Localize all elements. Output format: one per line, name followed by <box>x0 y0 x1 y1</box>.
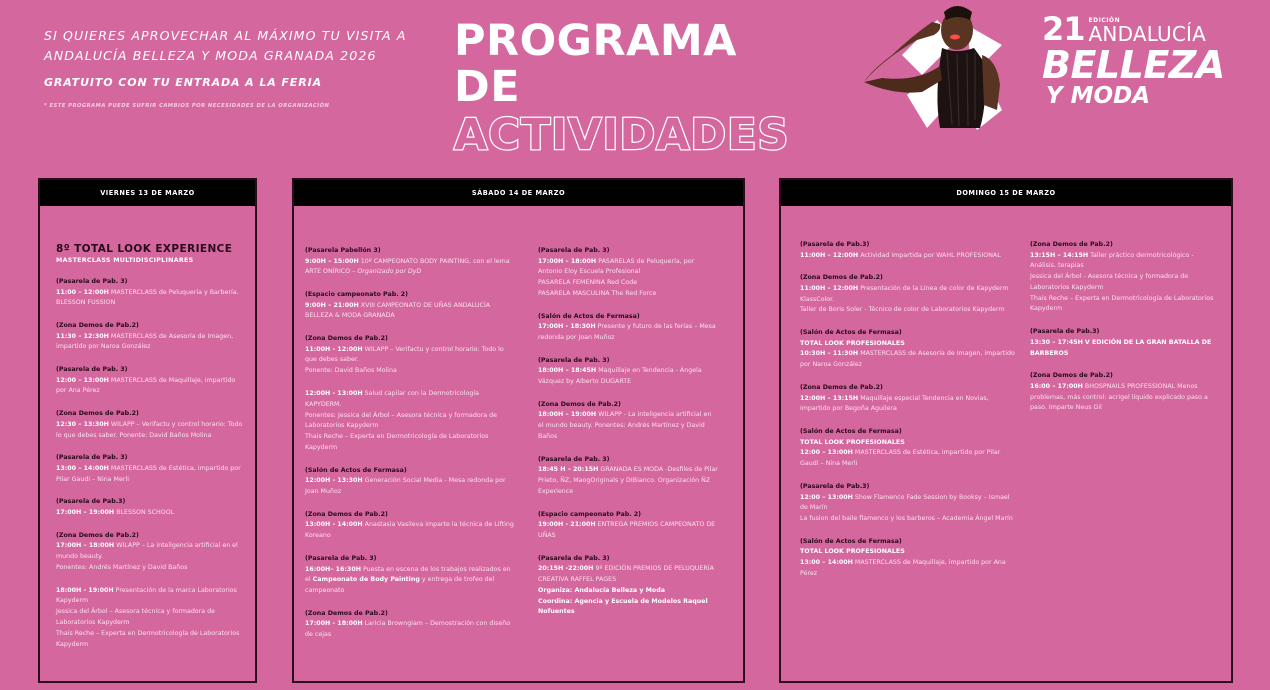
sunday-column-1 <box>800 240 1015 592</box>
event-time: 19:00H - 21:00H <box>538 521 596 529</box>
event-description <box>56 464 244 486</box>
event-time: 11:00H - 12:00H <box>305 345 363 353</box>
event-item <box>538 246 718 300</box>
event-detail: La fusion del baile flamenco y los barberos – Academia Ángel Marín <box>800 515 1013 523</box>
event-description <box>800 558 1015 580</box>
event-time: 12:00 – 13:00H <box>56 376 109 384</box>
event-time: 17:00H – 19:00H <box>56 508 115 516</box>
event-subheading: TOTAL LOOK PROFESIONALES <box>800 438 905 446</box>
event-location: (Salón de Actos de Fermasa) <box>305 466 407 474</box>
event-location: (Salón de Actos de Fermasa) <box>538 312 640 320</box>
event-location: (Zona Demos de Pab.2) <box>538 400 621 408</box>
event-description <box>56 288 244 310</box>
event-description <box>538 564 718 586</box>
title-line-1: PROGRAMA DE <box>454 16 737 112</box>
event-location: (Pasarela de Pab.3) <box>56 498 126 506</box>
event-text-text: MASTERCLASS de Maquillaje, impartido por Ana Pérez <box>800 559 1006 578</box>
event-detail: Thais Reche – Experta en Dermotricología de Laboratorios Kapyderm <box>305 433 489 452</box>
event-text-after: y entrega de trofeo del campeonato <box>305 576 495 595</box>
event-text-text: Presente y futuro de las ferias – Mesa redonda por Joan Muñoz <box>538 323 716 341</box>
event-description <box>56 508 244 519</box>
event-location: (Espacio campeonato Pab. 2) <box>305 291 409 299</box>
event-location: (Pasarela de Pab. 3) <box>56 278 128 285</box>
brand-name-2: Y MODA <box>1046 83 1150 109</box>
event-location: (Pasarela de Pab. 3) <box>56 454 128 462</box>
event-time: 18:45 H – 20:15H <box>538 466 599 474</box>
event-location: (Zona Demos de Pab.2) <box>800 384 883 392</box>
event-time: 9:00H – 15:00H <box>305 257 359 265</box>
event-time: 12:00 – 13:00H <box>800 493 853 501</box>
event-text-text: Taller práctico dermotricológico - Análisis, terapias <box>1030 251 1194 270</box>
event-description <box>800 284 1015 306</box>
event-item <box>1030 327 1220 359</box>
event-text-text: 10º CAMPEONATO BODY PAINTING, con el lema ARTE ONÍRICO – <box>305 257 510 276</box>
event-time: 17:00H – 18:00H <box>56 542 115 550</box>
day-panel-sunday <box>779 178 1233 683</box>
event-description <box>56 332 244 354</box>
event-time: 9:00H – 21:00H <box>305 301 359 309</box>
event-text-text: Show Flamenco Fade Session by Booksy – Ismael de Marín <box>800 493 1010 512</box>
intro-lead: SI QUIERES APROVECHAR AL MÁXIMO TU VISITA A ANDALUCÍA BELLEZA Y MODA GRANADA 2026 <box>44 28 407 63</box>
event-location: (Zona Demos de Pab.2) <box>305 335 388 343</box>
event-location: (Salón de Actos de Fermasa) <box>800 428 902 436</box>
event-description <box>538 366 718 388</box>
event-text-text: BHOSPNAILS PROFESSIONAL Menos problemas, más control: acrigel líquido explicado paso a paso. Imparte Neus Gil <box>1030 382 1208 412</box>
event-credit: Coordina: Agencia y Escuela de Modelos Raquel Nofuentes <box>538 597 708 616</box>
page-title <box>454 18 804 160</box>
event-description <box>305 476 515 498</box>
event-location: (Zona Demos de Pab.2) <box>800 274 883 282</box>
event-description <box>305 389 515 411</box>
event-item <box>305 290 515 322</box>
event-text-text: MASTERCLASS de Peluquería y Barbería. BLESSON FUSSION <box>56 288 239 307</box>
event-detail: PASARELA MASCULINA The Red Force <box>538 289 657 297</box>
saturday-column-1 <box>305 246 515 653</box>
event-item <box>538 312 718 344</box>
hero-model-image <box>862 0 1022 130</box>
event-item <box>538 356 718 388</box>
event-item <box>305 334 515 377</box>
event-detail: PASARELA FEMENINA Red Code <box>538 279 638 287</box>
event-item <box>538 554 718 618</box>
event-description <box>538 410 718 442</box>
event-time: 17:00H – 18:00H <box>538 257 597 265</box>
event-item <box>800 273 1015 316</box>
event-text-text: WILAPP – La inteligencia artificial en el mundo beauty. <box>56 542 238 561</box>
event-time: 10:30H – 11:30H <box>800 350 859 358</box>
event-text-text: WILAPP – Verifactu y control horario: Todo lo que debes saber. Ponente: David Baños Molina <box>56 420 243 439</box>
event-item <box>800 482 1015 525</box>
event-location: (Pasarela de Pab.3) <box>1030 328 1100 336</box>
event-detail: Thais Reche – Experta en Dermotricología de Laboratorios Kapyderm <box>56 629 240 648</box>
event-text-text: Laricia Browngiam – Demostración con diseño de cejas <box>305 620 511 639</box>
event-item <box>800 240 1015 261</box>
event-item <box>538 400 718 443</box>
day-header: VIERNES 13 DE MARZO <box>40 180 255 206</box>
event-description <box>538 520 718 542</box>
event-text-text: Puesta en escena de los trabajos realizados en el <box>305 565 511 584</box>
event-item <box>538 455 718 498</box>
event-time: 11:30 – 12:30H <box>56 332 109 340</box>
event-description <box>1030 251 1220 273</box>
event-item <box>56 409 244 441</box>
event-location: (Zona Demos de Pab.2) <box>1030 241 1113 248</box>
event-location: (Zona Demos de Pab.2) <box>305 609 388 617</box>
event-location: (Zona Demos de Pab.2) <box>56 322 139 330</box>
event-location: (Pasarela de Pab. 3) <box>538 247 610 254</box>
day-panel-saturday <box>292 178 745 683</box>
event-description <box>1030 338 1220 360</box>
brand-region: ANDALUCÍA <box>1088 22 1207 46</box>
event-text-text: Maquillaje en Tendencia - Ángela Vázquez by Alberto DUGARTE <box>538 367 702 386</box>
event-location: (Pasarela Pabellón 3) <box>305 247 381 254</box>
event-item <box>56 321 244 353</box>
event-item <box>305 510 515 542</box>
event-detail: Jessica del Árbol – Asesora técnica y formadora de Laboratorios Kapyderm <box>56 608 215 627</box>
event-description <box>800 448 1015 470</box>
title-line-2: ACTIVIDADES <box>454 110 790 160</box>
event-time: 13:15H – 14:15H <box>1030 251 1089 259</box>
event-item <box>1030 240 1220 315</box>
event-location: (Espacio campeonato Pab. 2) <box>538 510 642 518</box>
event-description <box>305 520 515 542</box>
event-time: 16:00 – 17:00H <box>1030 382 1083 390</box>
event-location: (Salón de Actos de Fermasa) <box>800 537 902 545</box>
event-item <box>305 466 515 498</box>
feature-title: 8º TOTAL LOOK EXPERIENCE <box>56 243 233 255</box>
event-text-text: ENTREGA PREMIOS CAMPEONATO DE UÑAS <box>538 521 716 539</box>
edition-number: 21 <box>1042 10 1085 48</box>
event-description <box>56 376 244 398</box>
event-text-text: Maquillaje especial Tendencia en Novias, impartido por Begoña Aguilera <box>800 394 989 413</box>
event-text-bold: Campeonato de Body Painting <box>312 576 420 584</box>
event-description <box>56 420 244 442</box>
event-text-text: Actividad impartida por WAHL PROFESIONAL <box>860 251 1001 259</box>
event-text-text: MASTERCLASS de Maquillaje, impartido por Ana Pérez <box>56 376 236 395</box>
event-description <box>538 465 718 497</box>
event-item <box>800 537 1015 580</box>
free-entry-note: GRATUITO CON TU ENTRADA A LA FERIA <box>44 76 322 89</box>
event-detail: Ponentes: Andrés Martínez y David Baños <box>56 563 188 571</box>
event-time: 12:00 – 13:00H <box>800 449 853 457</box>
event-item <box>56 497 244 518</box>
event-location: (Pasarela de Pab. 3) <box>305 555 377 563</box>
event-item <box>305 609 515 641</box>
brand-name-1: BELLEZA <box>1042 43 1225 87</box>
event-location: (Zona Demos de Pab.2) <box>56 531 139 539</box>
event-text-text: WILAPP - La inteligencia artificial en el mundo beauty. Ponentes: Andrés Martínez y David Baños <box>538 411 712 440</box>
event-location: (Pasarela de Pab. 3) <box>538 554 610 562</box>
event-item <box>800 427 1015 470</box>
event-time: 16:00H– 16:30H <box>305 565 361 573</box>
event-location: (Zona Demos de Pab.2) <box>1030 372 1113 380</box>
event-detail: Ponente: David Baños Molina <box>305 367 397 375</box>
event-time: 17:00H - 18:00H <box>305 620 363 628</box>
event-time: 12:00H - 13:00H <box>305 390 363 398</box>
event-text-text: MASTERCLASS de Asesoría de Imagen, impartido por Naroa González <box>56 332 234 351</box>
event-description <box>800 493 1015 515</box>
event-description <box>800 349 1015 371</box>
event-description <box>800 394 1015 416</box>
event-time: 18:00H – 19:00H <box>538 411 597 419</box>
event-item <box>56 365 244 397</box>
event-item <box>800 328 1015 371</box>
event-description <box>56 586 244 608</box>
event-item <box>800 383 1015 415</box>
event-description <box>305 565 515 597</box>
event-time: 17:00H - 18:30H <box>538 323 596 331</box>
event-description <box>538 322 718 344</box>
event-description <box>305 345 515 367</box>
event-time: 12:00H – 13:15H <box>800 394 859 402</box>
friday-column <box>56 242 244 662</box>
event-text-text: Presentación de la Línea de color de Kapyderm KlassColor. <box>800 284 1009 303</box>
event-detail: Taller de Boris Soler - Técnico de color de Laboratorios Kapyderm <box>800 306 1005 314</box>
event-location: (Salón de Actos de Fermasa) <box>800 329 902 337</box>
event-text-text: 9º EDICIÓN PREMIOS DE PELUQUERÍA CREATIVA RAFFEL PAGES <box>538 565 714 584</box>
event-text-text: MASTERCLASS de Estética, impartido por Pilar Gaudi – Nina Merli <box>800 449 1001 468</box>
event-location: (Zona Demos de Pab.2) <box>56 410 139 418</box>
feature-subtitle: MASTERCLASS MULTIDISCIPLINARES <box>56 257 194 264</box>
event-description <box>56 541 244 563</box>
event-item <box>538 510 718 542</box>
event-text-text: MASTERCLASS de Estética, impartido por Pilar Gaudi – Nina Merli <box>56 464 241 483</box>
event-subheading: TOTAL LOOK PROFESIONALES <box>800 339 905 347</box>
event-item <box>56 531 244 574</box>
event-description <box>1030 382 1220 414</box>
saturday-column-2 <box>538 246 718 630</box>
event-description <box>800 251 1015 262</box>
event-time: 20:15H -22:00H <box>538 565 594 573</box>
day-panel-friday <box>38 178 257 683</box>
event-item <box>56 586 244 651</box>
event-time: 12:30 – 13:30H <box>56 420 109 428</box>
event-item <box>305 246 515 278</box>
event-location: (Pasarela de Pab. 3) <box>538 356 610 364</box>
event-description <box>538 257 718 279</box>
event-text-text: Presentación de la marca Laboratorios Kapyderm <box>56 586 237 605</box>
event-text-text: GRANADA ES MODA -Desfiles de Pilar Prieto, ÑZ, MaogOriginals y DIBianco. Organización ÑZ Experience <box>538 466 718 495</box>
event-time: 13:00 – 14:00H <box>56 464 109 472</box>
event-text-text: Generación Social Media - Mesa redonda por Joan Muñoz <box>305 477 506 496</box>
event-time: 18:00H - 19:00H <box>56 586 114 594</box>
event-text-text: Anastasia Vasileva imparte la técnica de Lifting Koreano <box>305 521 514 540</box>
event-item <box>56 453 244 485</box>
event-location: (Pasarela de Pab. 3) <box>56 366 128 374</box>
event-text-text: MASTERCLASS de Asesoría de Imagen, impartido por Naroa González <box>800 350 1015 369</box>
event-text-text: XVIII CAMPEONATO DE UÑAS ANDALUCÍA BELLEZA & MODA GRANADA <box>305 301 491 320</box>
event-text-text: Salud capilar con la Dermotricología KAPYDERM. <box>305 390 479 408</box>
day-header: SÁBADO 14 DE MARZO <box>294 180 743 206</box>
day-header: DOMINGO 15 DE MARZO <box>781 180 1231 206</box>
event-credit: Organiza: Andalucía Belleza y Moda <box>538 586 665 594</box>
event-text-text: BLESSON SCHOOL <box>116 508 175 516</box>
intro-block <box>44 26 424 109</box>
event-time: 13:00 – 14:00H <box>800 559 853 567</box>
event-time: 11:00 – 12:00H <box>56 288 109 296</box>
event-description <box>305 257 515 279</box>
event-time: 12:00H - 13:30H <box>305 477 363 485</box>
event-item <box>1030 371 1220 414</box>
event-location: (Pasarela de Pab.3) <box>800 241 870 248</box>
event-text-boldtext: V EDICIÓN DE LA GRAN BATALLA DE BARBEROS <box>1030 338 1212 357</box>
event-item <box>305 554 515 597</box>
event-location: (Zona Demos de Pab.2) <box>305 510 388 518</box>
edition-label: EDICIÓN <box>1088 17 1121 24</box>
event-item <box>56 277 244 309</box>
event-location: (Pasarela de Pab.3) <box>800 483 870 491</box>
event-time: 18:00H – 18:45H <box>538 367 597 375</box>
event-detail: Jessica del Árbol - Asesora técnica y formadora de Laboratorios Kapyderm <box>1030 273 1189 291</box>
sunday-column-2 <box>1030 240 1220 426</box>
event-location: (Pasarela de Pab. 3) <box>538 455 610 463</box>
event-time: 13:30 – 17:45H <box>1030 338 1083 346</box>
event-text-text: WILAPP – Verifactu y control horario: Todo lo que debes saber. <box>305 345 504 364</box>
event-time: 13:00H - 14:00H <box>305 521 363 529</box>
event-subheading: TOTAL LOOK PROFESIONALES <box>800 548 905 556</box>
event-detail: Ponentes: Jessica del Árbol – Asesora técnica y formadora de Laboratorios Kapyderm <box>305 411 498 430</box>
event-time: 11:00H – 12:00H <box>800 284 859 292</box>
event-time: 11:00H – 12:00H <box>800 251 859 259</box>
event-text-text: PASARELAS de Peluquería, por Antonio Eloy Escuela Profesional <box>538 257 695 276</box>
event-description <box>305 301 515 323</box>
disclaimer: * ESTE PROGRAMA PUEDE SUFRIR CAMBIOS POR NECESIDADES DE LA ORGANIZACIÓN <box>44 103 330 109</box>
event-item <box>305 389 515 454</box>
event-text-italic: Organizado por DyD <box>357 268 422 276</box>
event-detail: Thais Reche – Experta en Dermotricología de Laboratorios Kapyderm <box>1030 294 1214 313</box>
brand-logo <box>1042 10 1232 109</box>
event-description <box>305 619 515 641</box>
